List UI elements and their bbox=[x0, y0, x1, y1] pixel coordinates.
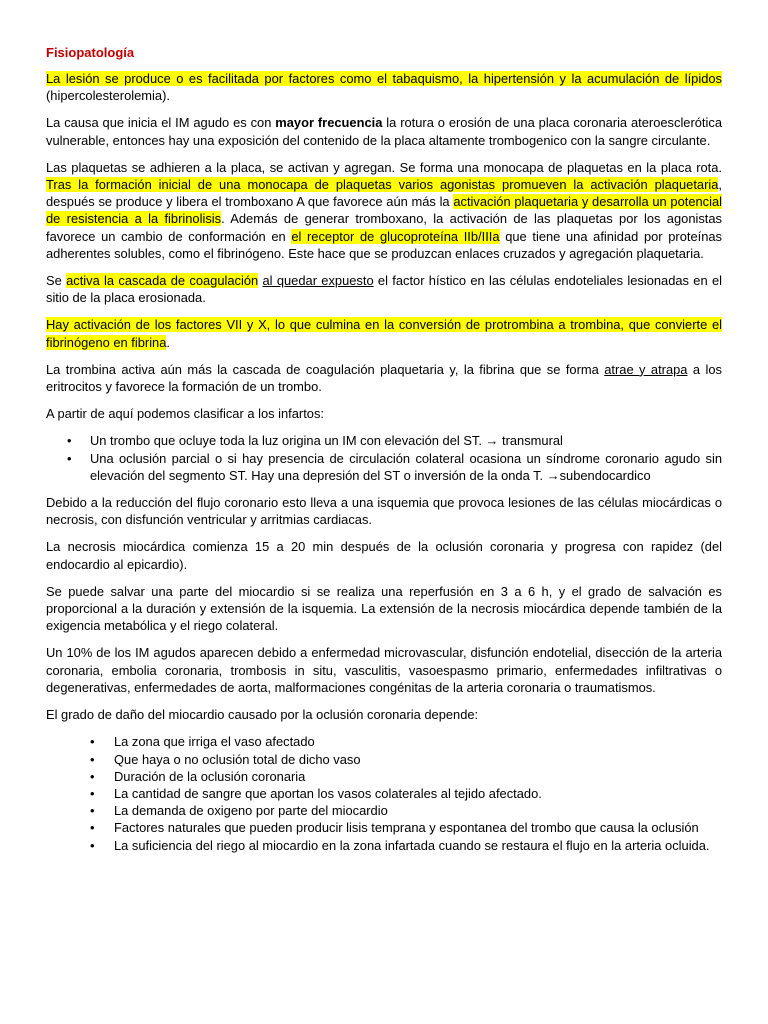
highlight-text: activa la cascada de coagulación bbox=[66, 273, 259, 289]
paragraph-text: (hipercolesterolemia). bbox=[46, 88, 170, 104]
list-item: • La cantidad de sangre que aportan los vasos colaterales al tejido afectado. bbox=[46, 785, 722, 802]
highlight-text: Hay activación de los factores VII y X, lo que culmina en la conversión de protrombina a trombina, que convierte el fibrinógeno en fibrina bbox=[46, 317, 722, 350]
paragraph-thrombin bbox=[46, 361, 722, 395]
paragraph-text: La trombina activa aún más la cascada de coagulación plaquetaria y, la fibrina que se forma bbox=[46, 361, 605, 377]
bold-text: mayor frecuencia bbox=[275, 115, 383, 131]
list-item: • Factores naturales que pueden producir lisis temprana y espontanea del trombo que causa la oclusión bbox=[46, 819, 722, 836]
paragraph-cause bbox=[46, 114, 722, 148]
list-item: • Una oclusión parcial o si hay presencia de circulación colateral ocasiona un síndrome coronario agudo sin elevación del segmento ST. Hay una depresión del ST o inversión de la onda T. →subendocardico bbox=[46, 450, 722, 484]
highlight-text: activación plaquetaria y desarrolla un potencial de resistencia a la fibrinolisis bbox=[46, 194, 722, 227]
paragraph-necrosis: La necrosis miocárdica comienza 15 a 20 min después de la oclusión coronaria y progresa con rapidez (del endocardio al epicardio). bbox=[46, 539, 722, 572]
paragraph-factors bbox=[46, 316, 722, 350]
highlight-text: el receptor de glucoproteína IIb/IIIa bbox=[291, 228, 500, 244]
section-title: Fisiopatología bbox=[46, 45, 135, 60]
underlined-text: atrae y atrapa bbox=[604, 361, 688, 377]
paragraph-ischemia: Debido a la reducción del flujo coronario esto lleva a una isquemia que provoca lesiones de las células miocárdicas o necrosis, con disfunción ventricular y arritmias cardiacas. bbox=[46, 495, 722, 528]
paragraph-text: . bbox=[166, 334, 170, 350]
list-item: • La suficiencia del riego al miocardio en la zona infartada cuando se restaura el flujo en la arteria ocluida. bbox=[46, 837, 722, 854]
paragraph-platelets bbox=[46, 159, 722, 262]
paragraph-classification-intro: A partir de aquí podemos clasificar a los infartos: bbox=[46, 406, 325, 422]
highlight-text: Tras la formación inicial de una monocapa de plaquetas varios agonistas promueven la activación plaquetaria bbox=[46, 177, 719, 193]
paragraph-risk-factors bbox=[46, 70, 722, 104]
paragraph-coagulation bbox=[46, 272, 722, 306]
paragraph-text: Las plaquetas se adhieren a la placa, se activan y agregan. Se forma una monocapa de plaquetas en la placa rota. bbox=[46, 159, 722, 175]
paragraph-text: el factor hístico en las células endoteliales lesionadas en el sitio de la placa erosionada. bbox=[46, 273, 722, 306]
paragraph-reperfusion: Se puede salvar una parte del miocardio si se realiza una reperfusión en 3 a 6 h, y el grado de salvación es proporcional a la duración y extensión de la isquemia. La extensión de la necrosis miocárdica depende también de la exigencia metabólica y el riego colateral. bbox=[46, 583, 722, 634]
paragraph-text: . Además de generar tromboxano, la activación de las plaquetas por los agonistas favorece un cambio de conformación en bbox=[46, 211, 722, 244]
infarct-classification-list bbox=[46, 432, 722, 484]
paragraph-damage-intro: El grado de daño del miocardio causado por la oclusión coronaria depende: bbox=[46, 707, 479, 723]
paragraph-text: La causa que inicia el IM agudo es con bbox=[46, 115, 276, 131]
list-item: • Un trombo que ocluye toda la luz origina un IM con elevación del ST. → transmural bbox=[46, 432, 722, 449]
paragraph-other-causes: Un 10% de los IM agudos aparecen debido a enfermedad microvascular, disfunción endotelial, disección de la arteria coronaria, embolia coronaria, trombosis in situ, vasculitis, vasoespasmo primario, enfermedades infiltrativas o degenerativas, enfermedades de aorta, malformaciones congénitas de la arteria coronaria o traumatismos. bbox=[46, 645, 722, 695]
paragraph-text: Se bbox=[46, 273, 67, 289]
paragraph-text: a los eritrocitos y favorece la formación de un trombo. bbox=[46, 361, 722, 395]
list-item: • Que haya o no oclusión total de dicho vaso bbox=[46, 751, 722, 768]
list-item: • Duración de la oclusión coronaria bbox=[46, 768, 722, 785]
paragraph-text: , después se produce y libera el tromboxano A que favorece aún más la bbox=[46, 177, 722, 210]
list-item: • La demanda de oxigeno por parte del miocardio bbox=[46, 802, 722, 819]
list-item: • La zona que irriga el vaso afectado bbox=[46, 733, 722, 750]
paragraph-text: la rotura o erosión de una placa coronaria ateroesclerótica vulnerable, entonces hay una exposición del contenido de la placa altamente trombogenico con la sangre circulante. bbox=[46, 115, 722, 148]
highlight-text: La lesión se produce o es facilitada por factores como el tabaquismo, la hipertensión y la acumulación de lípidos bbox=[46, 71, 722, 86]
paragraph-text: que tiene una afinidad por proteínas adherentes solubles, como el fibrinógeno. Este hace que se produzcan enlaces cruzados y agregación plaquetaria. bbox=[46, 228, 722, 261]
underlined-text: al quedar expuesto bbox=[262, 273, 374, 289]
damage-factors-list bbox=[46, 733, 722, 853]
